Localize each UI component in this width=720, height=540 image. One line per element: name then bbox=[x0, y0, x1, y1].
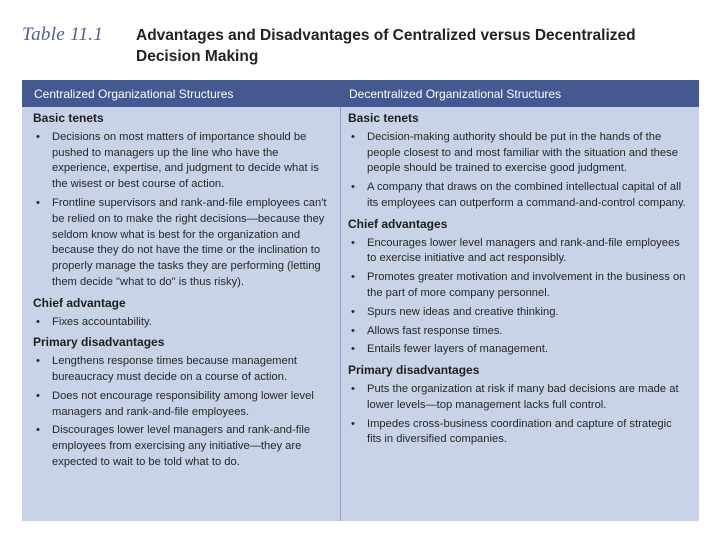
section-chief-advantage bbox=[33, 296, 333, 331]
list-item-text: Spurs new ideas and creative thinking. bbox=[367, 305, 559, 318]
list-item-text: Puts the organization at risk if many bad decisions are made at lower levels—top management lacks full control. bbox=[367, 382, 679, 411]
bullet-list bbox=[33, 130, 333, 291]
list-item bbox=[348, 270, 688, 302]
bullet-icon: • bbox=[351, 324, 355, 337]
centralized-column bbox=[33, 111, 333, 476]
list-item-text: Frontline supervisors and rank-and-file employees can't be relied on to make the right decisions—because they seldom know what is best for the organization and because they do not have the time or the inclination to properly manage the tasks they are performing (letting them decide "what to do" is thus risky). bbox=[52, 196, 327, 288]
section-basic-tenets bbox=[348, 111, 688, 212]
list-item bbox=[348, 305, 688, 321]
section-heading: Basic tenets bbox=[348, 111, 419, 125]
list-item bbox=[33, 354, 333, 386]
section-basic-tenets bbox=[33, 111, 333, 291]
bullet-icon: • bbox=[36, 196, 40, 209]
list-item-text: Allows fast response times. bbox=[367, 324, 503, 337]
list-item bbox=[33, 389, 333, 421]
section-primary-disadvantages bbox=[33, 335, 333, 470]
list-item-text: Encourages lower level managers and rank-and-file employees to exercise initiative and act responsibly. bbox=[367, 236, 680, 265]
table-caption bbox=[22, 24, 702, 70]
list-item bbox=[348, 130, 688, 177]
list-item-text: Discourages lower level managers and rank-and-file employees from exercising any initiative—they are expected to wait to be told what to do. bbox=[52, 424, 311, 468]
list-item-text: Decision-making authority should be put in the hands of the people closest to and most familiar with the situation and these people should be trained to exercise good judgment. bbox=[367, 130, 678, 175]
bullet-icon: • bbox=[36, 130, 40, 143]
comparison-table bbox=[22, 80, 699, 521]
section-primary-disadvantages bbox=[348, 363, 688, 448]
list-item bbox=[33, 315, 333, 331]
list-item bbox=[348, 324, 688, 340]
section-heading: Chief advantages bbox=[348, 216, 448, 231]
section-heading: Chief advantage bbox=[33, 295, 126, 310]
section-heading: Primary disadvantages bbox=[348, 363, 480, 378]
list-item bbox=[33, 196, 333, 291]
column-header-centralized: Centralized Organizational Structures bbox=[34, 87, 234, 101]
bullet-icon: • bbox=[351, 236, 355, 249]
bullet-list bbox=[33, 354, 333, 471]
list-item-text: Lengthens response times because management bureaucracy must decide on a course of action. bbox=[52, 355, 298, 383]
bullet-icon: • bbox=[36, 315, 40, 328]
bullet-list bbox=[348, 382, 688, 448]
list-item-text: Promotes greater motivation and involvement in the business on the part of more company personnel. bbox=[367, 271, 686, 299]
table-title: Advantages and Disadvantages of Centralized versus Decentralized Decision Making bbox=[136, 27, 636, 65]
section-heading: Primary disadvantages bbox=[33, 335, 165, 350]
list-item-text: Impedes cross-business coordination and capture of strategic fits in diversified companies. bbox=[367, 417, 672, 446]
table-number: Table 11.1 bbox=[22, 24, 104, 45]
list-item-text: Fixes accountability. bbox=[52, 315, 152, 328]
list-item-text: Decisions on most matters of importance should be pushed to managers up the line who have the experience, expertise, and judgment to decide what is the wisest or best course of action. bbox=[52, 130, 319, 191]
bullet-list bbox=[33, 315, 333, 331]
list-item bbox=[348, 236, 688, 268]
list-item-text: Entails fewer layers of management. bbox=[367, 343, 548, 356]
bullet-icon: • bbox=[351, 343, 355, 356]
bullet-icon: • bbox=[351, 181, 355, 194]
column-divider bbox=[340, 107, 341, 521]
list-item-text: Does not encourage responsibility among lower level managers and rank-and-file employees. bbox=[52, 389, 314, 418]
list-item bbox=[348, 342, 688, 358]
bullet-icon: • bbox=[36, 389, 40, 402]
bullet-icon: • bbox=[351, 271, 355, 284]
bullet-list bbox=[348, 130, 688, 212]
bullet-icon: • bbox=[351, 417, 355, 430]
list-item bbox=[348, 382, 688, 414]
bullet-icon: • bbox=[351, 130, 355, 143]
section-chief-advantages bbox=[348, 217, 688, 358]
list-item bbox=[33, 423, 333, 470]
decentralized-column bbox=[348, 111, 688, 453]
bullet-icon: • bbox=[351, 382, 355, 395]
bullet-icon: • bbox=[36, 355, 40, 368]
bullet-icon: • bbox=[351, 305, 355, 318]
list-item bbox=[33, 130, 333, 193]
bullet-icon: • bbox=[36, 424, 40, 437]
bullet-list bbox=[348, 236, 688, 359]
column-header-decentralized: Decentralized Organizational Structures bbox=[349, 87, 562, 101]
list-item-text: A company that draws on the combined intellectual capital of all its employees can outperform a command-and-control company. bbox=[367, 181, 686, 209]
table-header-row bbox=[22, 80, 699, 107]
list-item bbox=[348, 180, 688, 212]
section-heading: Basic tenets bbox=[33, 111, 104, 125]
list-item bbox=[348, 417, 688, 449]
